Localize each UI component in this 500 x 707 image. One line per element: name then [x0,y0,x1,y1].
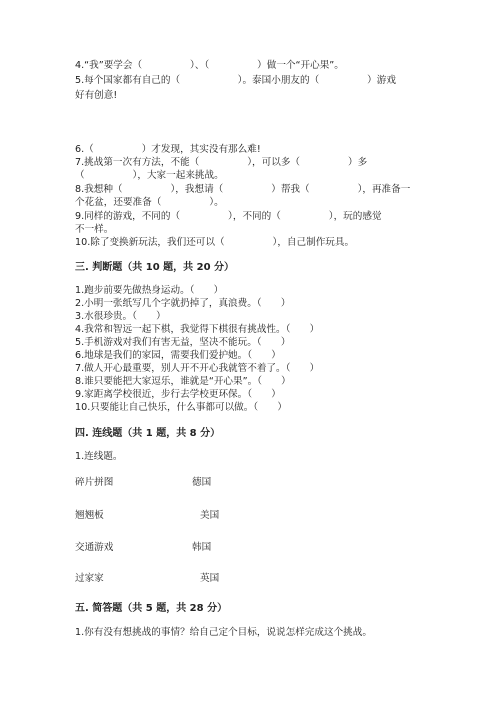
fill-blank-line: 10.除了变换新玩法，我们还可以（ ），自己制作玩具。 [75,237,355,248]
matching-right-item: 英国 [200,573,220,584]
section-title-judgement: 三. 判断题（共 10 题，共 20 分） [75,262,235,273]
matching-left-item: 翘翘板 [75,510,104,521]
judgement-item: 4.我常和智远一起下棋，我觉得下棋很有挑战性。（ ） [75,324,320,335]
matching-left-item: 交通游戏 [75,542,114,553]
fill-blank-line: 7.挑战第一次有方法，不能（ ），可以多（ ）多 [75,157,368,168]
judgement-item: 5.手机游戏对我们有害无益，坚决不能玩。（ ） [75,337,291,348]
fill-blank-line: 好有创意! [75,90,118,101]
fill-blank-line: 6.（ ）才发现，其实没有那么难! [75,144,261,155]
matching-right-item: 德国 [192,477,212,488]
section-title-short-answer: 五. 简答题（共 5 题，共 28 分） [75,603,228,614]
fill-blank-line: （ ），大家一起来挑战。 [75,170,224,181]
judgement-item: 6.地球是我们的家园，需要我们爱护她。（ ） [75,350,281,361]
judgement-item: 8.谁只要能把大家逗乐，谁就是“开心果”。（ ） [75,376,291,387]
fill-blank-line: 9.同样的游戏，不同的（ ），不同的（ ），玩的感觉 [75,211,382,222]
judgement-item: 1.跑步前要先做热身运动。（ ） [75,285,224,296]
short-answer-question: 1.你有没有想挑战的事情？给自己定个目标，说说怎样完成这个挑战。 [75,627,372,638]
fill-blank-line: 个花盆，还要准备（ ）。 [75,197,224,208]
section-title-matching: 四. 连线题（共 1 题，共 8 分） [75,428,221,439]
judgement-item: 3.水很珍贵。（ ） [75,311,166,322]
judgement-item: 2.小明一张纸写几个字就扔掉了，真浪费。（ ） [75,298,291,309]
judgement-item: 7.做人开心最重要，别人开不开心我就管不着了。（ ） [75,363,320,374]
fill-blank-line: 4.“我”要学会（ ）、（ ）做一个“开心果”。 [75,60,344,71]
fill-blank-line: 8.我想种（ ），我想请（ ）帮我（ ），再准备一 [75,184,411,195]
fill-blank-line: 5.每个国家都有自己的（ ）。泰国小朋友的（ ）游戏 [75,75,396,86]
judgement-item: 9.家距离学校很近，步行去学校更环保。（ ） [75,389,281,400]
matching-right-item: 韩国 [192,542,212,553]
matching-right-item: 美国 [200,510,220,521]
matching-question: 1.连线题。 [75,451,123,462]
matching-left-item: 过家家 [75,573,104,584]
judgement-item: 10.只要能让自己快乐，什么事都可以做。（ ） [75,402,287,413]
fill-blank-line: 不一样。 [75,224,114,235]
matching-left-item: 碎片拼图 [75,477,114,488]
